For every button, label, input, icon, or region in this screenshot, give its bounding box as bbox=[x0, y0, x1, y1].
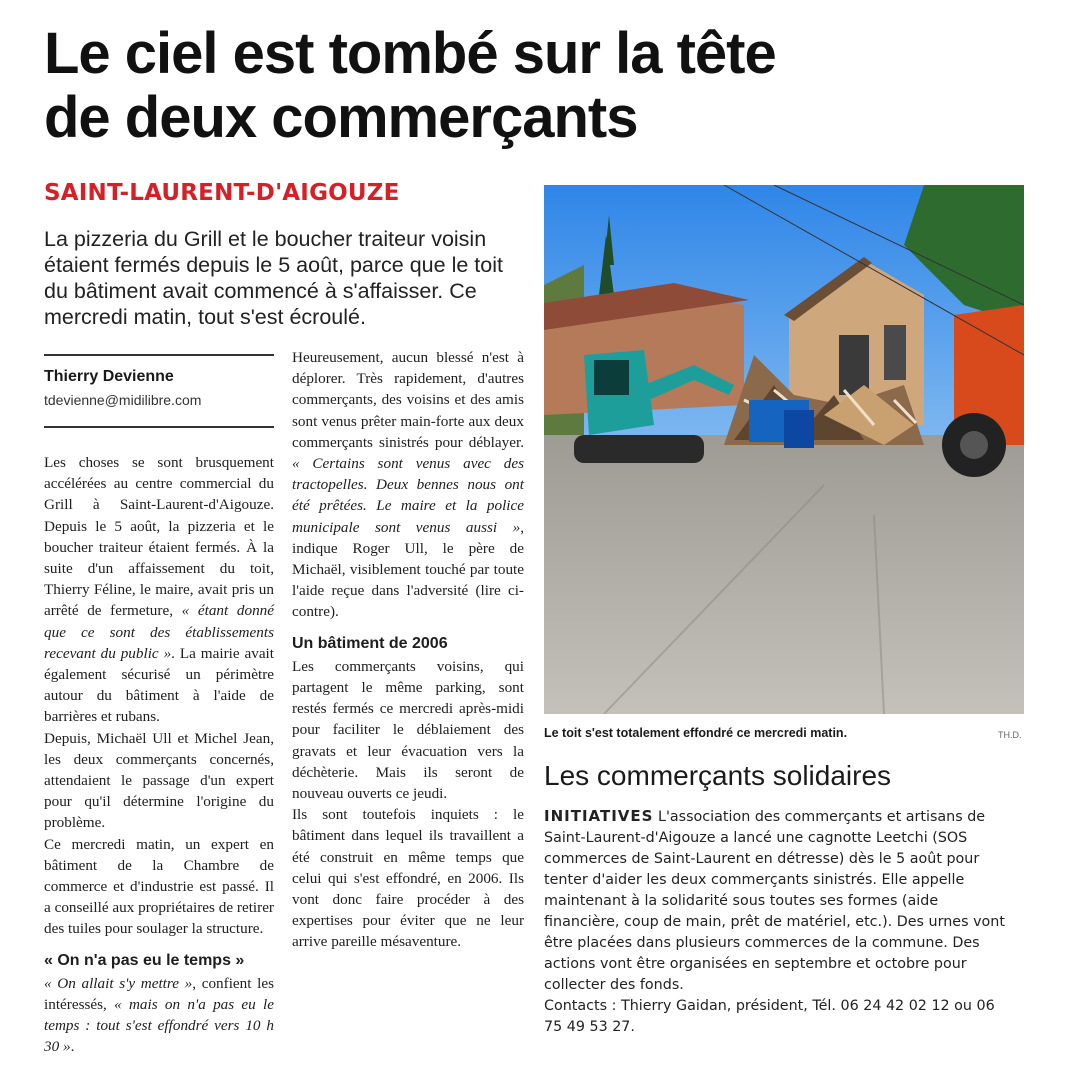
lead-paragraph: La pizzeria du Grill et le boucher traiteur voisin étaient fermés depuis le 5 août, parce que le toit du bâtiment avait commencé à s'affaisser. Ce mercredi matin, tout s'est écroulé. bbox=[44, 227, 503, 329]
sidebar-text bbox=[544, 806, 1014, 1038]
article-column-1 bbox=[44, 452, 274, 1058]
byline-author: Thierry Devienne bbox=[44, 368, 174, 385]
photo-credit: TH.D. bbox=[998, 730, 1022, 740]
paragraph-7: Ils sont toutefois inquiets : le bâtiment dans lequel ils travaillent a été construit en même temps que celui qui s'est effondré, en 2006. Ils vont donc faire procéder à des expertises pour éviter que ne leur arrive pareille mésaventure. bbox=[292, 806, 524, 951]
location-kicker: SAINT-LAURENT-D'AIGOUZE bbox=[44, 180, 400, 206]
byline-rule-bottom bbox=[44, 426, 274, 428]
headline bbox=[44, 22, 1044, 150]
sidebar-body: L'association des commerçants et artisans de Saint-Laurent-d'Aigouze a lancé une cagnotte Leetchi (SOS commerces de Saint-Laurent en détresse) dès le 5 août pour tenter d'aider les deux commerçants sinistrés. Elle appelle maintenant à la solidarité sous toutes ses formes (aide financière, coup de main, prêt de matériel, etc.). Des urnes vont être placées dans plusieurs commerces de la commune. Des actions vont être organisées en septembre et octobre pour collecter des fonds. bbox=[544, 809, 1005, 993]
photo-caption: Le toit s'est totalement effondré ce mercredi matin. bbox=[544, 726, 848, 740]
paragraph-5: Heureusement, aucun blessé n'est à déplorer. Très rapidement, d'autres commerçants, des voisins et des amis sont venus prêter main-forte aux deux commerçants sinistrés pour déblayer. « Certains sont venus avec des tractopelles. Deux bennes nous ont été prêtées. Le maire et la police municipale sont venus aussi », indique Roger Ull, le père de Michaël, visiblement touché par toute l'aide reçue dans l'adversité (lire ci-contre). bbox=[292, 349, 524, 621]
paragraph-3: Ce mercredi matin, un expert en bâtiment de la Chambre de commerce et d'industrie est passé. Il a conseillé aux propriétaires de retirer des tuiles pour soulager la structure. bbox=[44, 835, 274, 938]
subheading-2: Un bâtiment de 2006 bbox=[292, 634, 448, 652]
paragraph-1: Les choses se sont brusquement accélérées au centre commercial du Grill à Saint-Laurent-d'Aigouze. Depuis le 5 août, la pizzeria et le boucher traiteur étaient fermés. À la suite d'un affaissement du toit, Thierry Féline, le maire, avait pris un arrêté de fermeture, « étant donné que ce sont des établissements recevant du public ». La mairie avait également sécurisé un périmètre autour du bâtiment à l'aide de barrières et rubans. bbox=[44, 454, 274, 726]
sidebar-title: Les commerçants solidaires bbox=[544, 760, 892, 791]
paragraph-6: Les commerçants voisins, qui partagent le même parking, sont restés fermés ce mercredi après-midi pour faciliter le déblaiement des gravats et leur évacuation vers la déchèterie. Mais ils seront de nouveau ouverts ce jeudi. bbox=[292, 657, 524, 803]
article-photo bbox=[544, 185, 1024, 714]
headline-line-1: Le ciel est tombé sur la tête bbox=[44, 21, 776, 86]
byline-email[interactable]: tdevienne@midilibre.com bbox=[44, 392, 202, 408]
sidebar-kicker: INITIATIVES bbox=[544, 807, 654, 825]
headline-line-2: de deux commerçants bbox=[44, 85, 638, 150]
subheading-1: « On n'a pas eu le temps » bbox=[44, 951, 245, 969]
sidebar-contacts: Contacts : Thierry Gaidan, président, Tél. 06 24 42 02 12 ou 06 75 49 53 27. bbox=[544, 998, 995, 1035]
article-column-2 bbox=[292, 347, 524, 953]
paragraph-2: Depuis, Michaël Ull et Michel Jean, les deux commerçants concernés, attendaient le passage d'un expert pour qu'il détermine l'origine du problème. bbox=[44, 729, 274, 832]
paragraph-4: « On allait s'y mettre », confient les intéressés, « mais on n'a pas eu le temps : tout s'est effondré vers 10 h 30 ». bbox=[44, 974, 274, 1056]
byline-rule-top bbox=[44, 354, 274, 356]
collapsed-building-illustration bbox=[544, 185, 1024, 714]
